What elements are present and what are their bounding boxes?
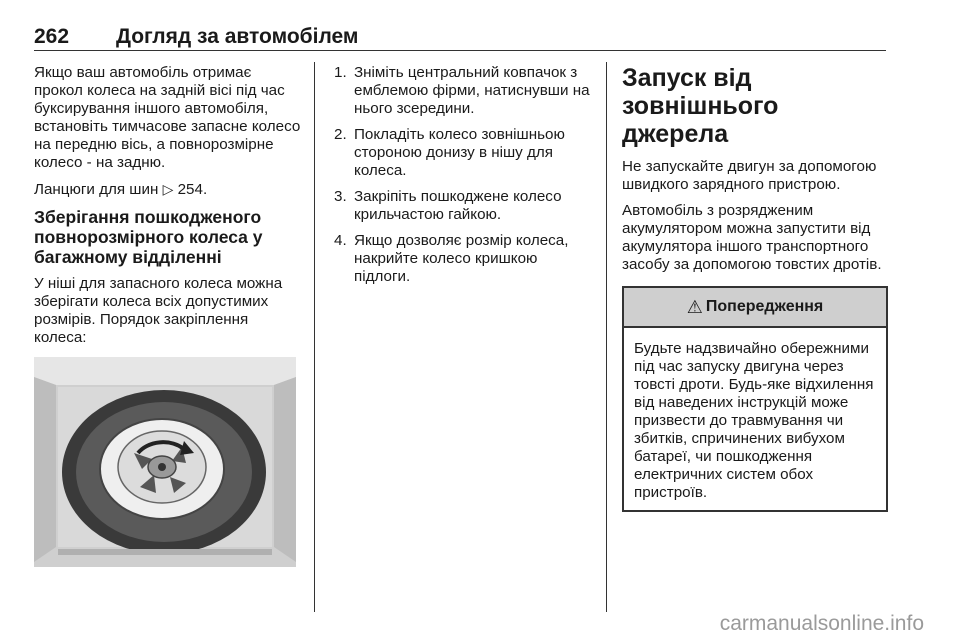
- watermark: carmanualsonline.info: [719, 612, 924, 635]
- step-number: 2.: [334, 126, 347, 143]
- warning-text: Будьте надзвичайно обережними під час запуску двигуна через товсті дроти. Будь-яке відхилення від наведених інструкцій може призвести до травмування чи збитків, спричинених вибухом батареї, чи пошкодження електричних систем обох пристроїв.: [634, 340, 874, 501]
- paragraph-jump-cables: Автомобіль з розрядженим акумулятором можна запустити від акумулятора іншого транспортного засобу за допомогою товстих дротів.: [622, 202, 882, 273]
- step-text: Закріпіть пошкоджене колесо крильчастою гайкою.: [354, 188, 562, 223]
- procedure-steps: [334, 64, 596, 286]
- section-heading-storage: Зберігання пошкодженого повнорозмірного колеса у багажному відділенні: [34, 207, 263, 267]
- column-divider: [314, 62, 315, 612]
- page-number: 262: [34, 25, 70, 48]
- paragraph-flat-tire: Якщо ваш автомобіль отримає прокол колеса на задній вісі під час буксирування іншого автомобіля, встановіть тимчасове запасне колесо на передню вісь, а повнорозмірне колесо - на задню.: [34, 64, 301, 171]
- list-item: [334, 126, 596, 180]
- reference-arrow-icon: ▷: [162, 181, 174, 197]
- running-title: Догляд за автомобілем: [116, 25, 359, 48]
- list-item: [334, 64, 596, 118]
- spare-wheel-drawing: [34, 357, 296, 567]
- warning-box: [622, 286, 888, 512]
- column-right: [622, 64, 888, 512]
- paragraph-chains: [34, 180, 304, 199]
- chains-page-ref[interactable]: 254.: [177, 181, 208, 198]
- column-divider: [606, 62, 607, 612]
- list-item: [334, 232, 596, 286]
- warning-title: Попередження: [705, 298, 824, 315]
- paragraph-no-fast-charger: Не запускайте двигун за допомогою швидкого зарядного пристрою.: [622, 158, 877, 193]
- warning-triangle-icon: ⚠: [686, 296, 703, 317]
- warning-body: [624, 328, 886, 510]
- step-text: Покладіть колесо зовнішньою стороною донизу в нішу для колеса.: [354, 126, 565, 179]
- warning-header: [624, 288, 886, 328]
- step-number: 4.: [334, 232, 347, 249]
- step-number: 3.: [334, 188, 347, 205]
- column-left: [34, 64, 304, 567]
- step-text: Якщо дозволяє розмір колеса, накрийте колесо кришкою підлоги.: [354, 232, 569, 285]
- chains-text: Ланцюги для шин: [34, 181, 159, 198]
- section-heading-jump-start: Запуск від зовнішнього джерела: [622, 64, 779, 148]
- page-header: [34, 26, 886, 51]
- step-number: 1.: [334, 64, 347, 81]
- spare-wheel-illustration: [34, 357, 296, 567]
- paragraph-storage: У ніші для запасного колеса можна зберігати колеса всіх допустимих розмірів. Порядок закріплення колеса:: [34, 275, 283, 346]
- list-item: [334, 188, 596, 224]
- column-middle: [334, 64, 596, 294]
- step-text: Зніміть центральний ковпачок з емблемою фірми, натиснувши на нього зсередини.: [354, 64, 590, 117]
